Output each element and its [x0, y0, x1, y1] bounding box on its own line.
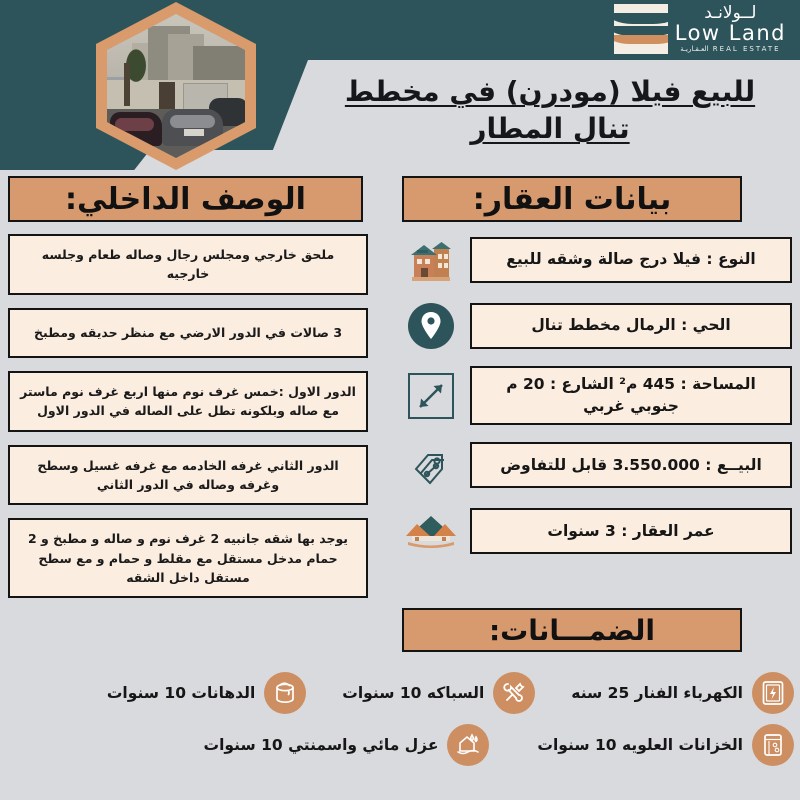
guarantees-row-1 [6, 672, 794, 714]
description-item: الدور الاول :خمس غرف نوم منها اربع غرف نوم ماستر مع صاله وبلكونه تطل على الصاله في الدور الاول [8, 371, 368, 432]
property-data-row [402, 505, 792, 557]
house-icon [402, 234, 460, 286]
description-item: الدور الثاني غرفه الخادمه مع غرفه غسيل وسطح وغرفه وصاله في الدور الثاني [8, 445, 368, 506]
plumbing-wrench-icon [493, 672, 535, 714]
rooftops-icon [402, 505, 460, 557]
price-tag-icon [402, 439, 460, 491]
price-value: البيــع : 3.550.000 قابل للتفاوض [470, 442, 792, 488]
property-data-row [402, 439, 792, 491]
guarantee-item [342, 672, 535, 714]
area-arrows-icon [402, 370, 460, 422]
property-data-row [402, 234, 792, 286]
guarantee-label: السباكه 10 سنوات [342, 684, 485, 702]
brand-logo [614, 4, 786, 54]
location-pin-icon [402, 300, 460, 352]
guarantee-item [571, 672, 794, 714]
guarantees-row-2 [6, 724, 794, 766]
electricity-panel-icon [752, 672, 794, 714]
section-header-interior-description: الوصف الداخلي: [8, 176, 363, 222]
property-photo [96, 2, 256, 170]
neighborhood-value: الحي : الرمال مخطط تنال [470, 303, 792, 349]
water-tank-icon [752, 724, 794, 766]
guarantee-label: الكهرباء الفنار 25 سنه [571, 684, 743, 702]
property-age-value: عمر العقار : 3 سنوات [470, 508, 792, 554]
property-data-list [402, 234, 792, 571]
description-item: يوجد بها شقه جانبيه 2 غرف نوم و صاله و مطبخ و 2 حمام مدخل مستقل مع مقلط و حمام و مع سطح مستقل داخل الشقه [8, 518, 368, 598]
brand-tagline: REAL ESTATE العـقـاريـة [680, 45, 781, 53]
brand-name-english: Low Land [674, 21, 786, 45]
guarantee-item [537, 724, 794, 766]
guarantee-label: عزل مائي واسمنتي 10 سنوات [203, 736, 439, 754]
paint-bucket-icon [264, 672, 306, 714]
property-data-row [402, 300, 792, 352]
guarantees-list [6, 672, 794, 776]
brand-name-arabic: لــولانـد [704, 3, 757, 23]
description-item: 3 صالات في الدور الارضي مع منظر حديقه ومطبخ [8, 308, 368, 358]
guarantee-label: الدهانات 10 سنوات [106, 684, 256, 702]
page-title: للبيع فيلا (مودرن) في مخطط تنال المطار [344, 75, 756, 145]
wave-logo-mark-icon [614, 4, 668, 54]
area-value: المساحة : 445 م² الشارع : 20 م جنوبي غربي [470, 366, 792, 425]
description-item: ملحق خارجي ومجلس رجال وصاله طعام وجلسه خارجيه [8, 234, 368, 295]
section-header-property-data: بيانات العقار: [402, 176, 742, 222]
brand-logo-text [675, 5, 786, 53]
interior-description-list [8, 234, 368, 611]
property-type-value: النوع : فيلا درج صالة وشقه للبيع [470, 237, 792, 283]
waterproofing-icon [447, 724, 489, 766]
property-data-row [402, 366, 792, 425]
guarantee-item [204, 724, 490, 766]
section-header-guarantees: الضمـــانات: [402, 608, 742, 652]
guarantee-item [107, 672, 306, 714]
guarantee-label: الخزانات العلويه 10 سنوات [537, 736, 743, 754]
